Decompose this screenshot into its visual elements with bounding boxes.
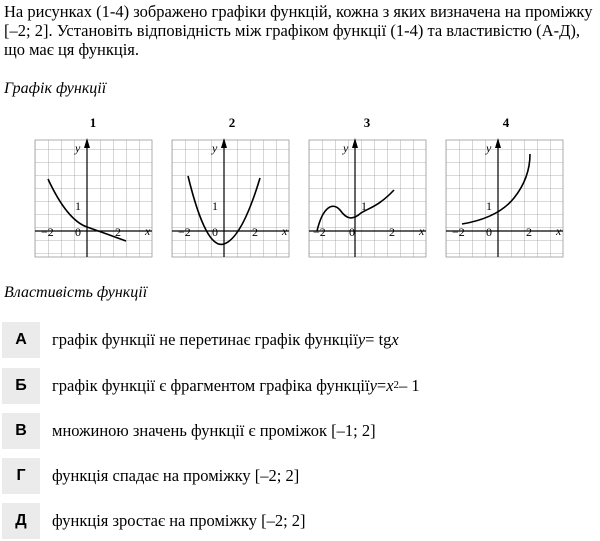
graph-4-tick-neg: −2 bbox=[452, 225, 465, 239]
option-b bbox=[2, 368, 592, 404]
option-a-text: графік функції не перетинає графік функції y = tg x bbox=[52, 330, 399, 349]
graph-1-tick-pos: 2 bbox=[115, 225, 121, 239]
option-v bbox=[2, 413, 592, 449]
graph-1-number: 1 bbox=[89, 115, 97, 130]
graph-2-tick-one: 1 bbox=[212, 199, 218, 213]
graph-3-number: 3 bbox=[363, 115, 371, 130]
option-d bbox=[2, 503, 592, 539]
option-a bbox=[2, 322, 592, 358]
graph-3-y-label: y bbox=[343, 141, 349, 155]
graph-1-tick-one: 1 bbox=[75, 199, 81, 213]
option-g-letter: Г bbox=[2, 458, 40, 494]
graph-3-grid bbox=[309, 140, 426, 257]
graph-3-tick-one: 1 bbox=[361, 199, 367, 213]
graph-4-number: 4 bbox=[502, 115, 510, 130]
task-intro: На рисунках (1-4) зображено графіки функцій, кожна з яких визначена на проміжку [–2; 2]. Установіть відповідність між графіком функції (1-4) та властивістю (А-Д), що має ця функція. bbox=[4, 2, 593, 59]
graph-3-x-label: x bbox=[419, 224, 425, 238]
graph-3 bbox=[309, 115, 426, 257]
graph-4 bbox=[446, 115, 563, 257]
graph-3-tick-neg: −2 bbox=[313, 225, 326, 239]
option-d-letter: Д bbox=[2, 503, 40, 539]
graph-1-grid bbox=[35, 140, 152, 257]
option-v-letter: В bbox=[2, 413, 40, 449]
option-v-text: множиною значень функції є проміжок [–1; 2] bbox=[52, 421, 376, 440]
option-b-text: графік функції є фрагментом графіка функції y = x $^2$ – 1 bbox=[52, 376, 420, 395]
graph-3-tick-pos: 2 bbox=[389, 225, 395, 239]
properties-section-title: Властивість функції bbox=[4, 284, 148, 301]
graph-4-tick-zero: 0 bbox=[486, 225, 492, 239]
graph-1-y-label: y bbox=[75, 141, 81, 155]
graph-2-number: 2 bbox=[228, 115, 236, 130]
option-a-letter: А bbox=[2, 322, 40, 358]
graph-2 bbox=[172, 115, 289, 257]
graph-2-tick-pos: 2 bbox=[252, 225, 258, 239]
option-d-text: функція зростає на проміжку [–2; 2] bbox=[52, 511, 306, 530]
option-b-letter: Б bbox=[2, 368, 40, 404]
graph-4-x-label: x bbox=[556, 224, 562, 238]
graph-4-tick-one: 1 bbox=[486, 199, 492, 213]
graph-3-tick-zero: 0 bbox=[349, 225, 355, 239]
graph-1-tick-neg: −2 bbox=[41, 225, 54, 239]
graph-4-grid bbox=[446, 140, 563, 257]
graph-4-tick-pos: 2 bbox=[526, 225, 532, 239]
graph-1-x-label: x bbox=[145, 224, 151, 238]
graph-4-y-label: y bbox=[486, 141, 492, 155]
graph-2-tick-neg: −2 bbox=[178, 225, 191, 239]
graph-1 bbox=[35, 115, 152, 257]
graphs-panel bbox=[0, 110, 600, 270]
graph-2-tick-zero: 0 bbox=[212, 225, 218, 239]
graph-1-tick-zero: 0 bbox=[75, 225, 81, 239]
graphs-svg bbox=[0, 110, 600, 270]
graphs-section-title: Графік функції bbox=[4, 80, 107, 97]
graph-2-x-label: x bbox=[282, 224, 288, 238]
option-g-text: функція спадає на проміжку [–2; 2] bbox=[52, 466, 300, 485]
option-g bbox=[2, 458, 592, 494]
graph-2-y-label: y bbox=[212, 141, 218, 155]
